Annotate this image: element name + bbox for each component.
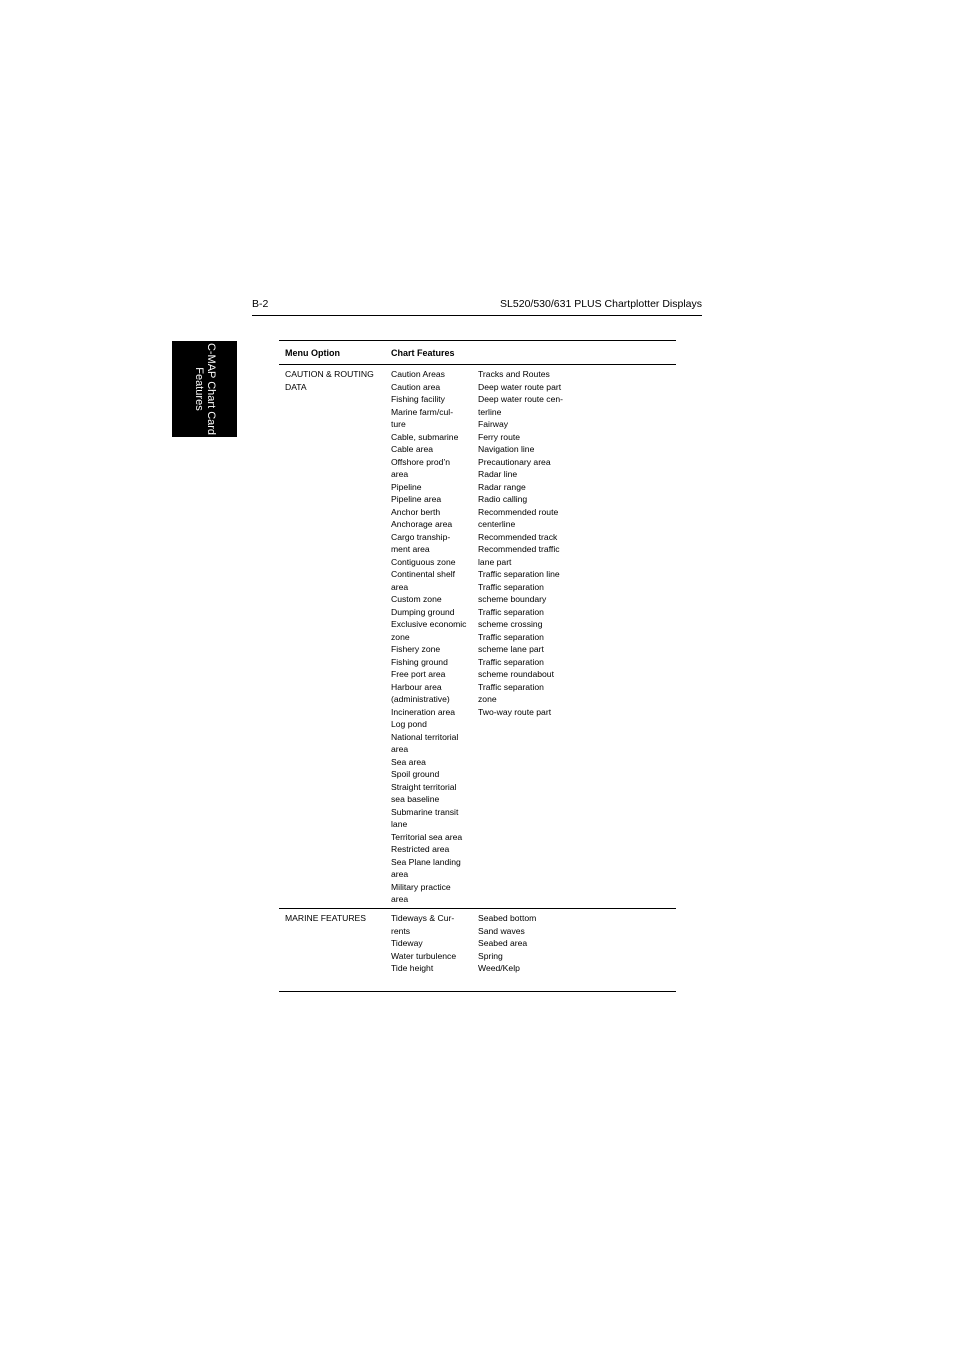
cell-line: Seabed area (478, 938, 528, 948)
cell-line: Custom zone (391, 594, 442, 604)
cell-line: zone (391, 631, 410, 642)
cell-line: Fishing ground (391, 656, 448, 667)
cell-line: Incineration area (391, 706, 456, 717)
cell-line: Fishing facility (391, 394, 445, 404)
cell-line: Pipeline area (391, 494, 442, 504)
cell-line: Tideway (391, 938, 423, 948)
cell-line: Cable, submarine (391, 431, 459, 442)
cell-line: Contiguous zone (391, 556, 456, 567)
cell-line: Log pond (391, 719, 427, 729)
cell-line: area (391, 581, 409, 592)
cell-line: Restricted area (391, 844, 450, 854)
cell-line: Recommended traffic (478, 544, 560, 554)
chart-features-table (279, 340, 676, 992)
page-header (252, 297, 702, 316)
cell-line: ture (391, 419, 406, 429)
cell-line: Sand waves (478, 925, 525, 936)
cell-line: lane (391, 819, 408, 829)
cell-line: MARINE FEATURES (285, 913, 367, 923)
cell-line: rents (391, 925, 411, 936)
cell-line: Ferry route (478, 431, 521, 442)
cell-line: Anchorage area (391, 519, 453, 529)
cell-line: Recommended route (478, 506, 559, 517)
cell-line: Deep water route part (478, 381, 562, 392)
cell-line: Two-way route part (478, 706, 552, 717)
cell-line: scheme boundary (478, 594, 547, 604)
features-cell-col2 (478, 912, 570, 975)
cell-line: centerline (478, 519, 516, 529)
cell-line: Exclusive economic (391, 619, 467, 629)
cell-line: Cable area (391, 444, 434, 454)
features-cell-col2 (478, 368, 570, 718)
cell-line: area (391, 469, 409, 479)
cell-line: Traffic separation (478, 681, 544, 692)
document-title: SL520/530/631 PLUS Chartplotter Displays (500, 298, 702, 310)
cell-line: Traffic separation (478, 581, 544, 592)
menu-option-cell (285, 368, 385, 393)
cell-line: Seabed bottom (478, 913, 537, 923)
cell-line: Cargo tranship- (391, 531, 451, 542)
cell-line: sea baseline (391, 794, 440, 804)
cell-line: Tide height (391, 963, 434, 973)
cell-line: Spring (478, 950, 503, 961)
cell-line: Traffic separation line (478, 569, 560, 579)
cell-line: area (391, 744, 409, 754)
cell-line: CAUTION & ROUTING (285, 369, 374, 379)
table-header-row (279, 341, 676, 365)
cell-line: Traffic separation (478, 631, 544, 642)
cell-line: area (391, 894, 409, 904)
cell-line: National territorial (391, 731, 459, 742)
cell-line: Pipeline (391, 481, 422, 492)
cell-line: Navigation line (478, 444, 535, 454)
cell-line: scheme crossing (478, 619, 543, 629)
cell-line: Radar range (478, 481, 526, 492)
cell-line: Caution Areas (391, 369, 445, 379)
header-chart-features: Chart Features (391, 348, 455, 358)
cell-line: Offshore prod’n (391, 456, 451, 467)
cell-line: terline (478, 406, 502, 417)
cell-line: ment area (391, 544, 430, 554)
page-number: B-2 (252, 298, 269, 310)
cell-line: Deep water route cen- (478, 394, 564, 404)
cell-line: lane part (478, 556, 512, 567)
cell-line: Continental shelf (391, 569, 456, 579)
menu-option-cell (285, 912, 385, 925)
features-cell-col1 (391, 368, 475, 906)
cell-line: Caution area (391, 381, 441, 392)
cell-line: area (391, 869, 409, 879)
cell-line: Weed/Kelp (478, 963, 520, 973)
cell-line: Radar line (478, 469, 518, 479)
cell-line: scheme roundabout (478, 669, 554, 679)
cell-line: Marine farm/cul- (391, 406, 454, 417)
cell-line: Tideways & Cur- (391, 913, 455, 923)
cell-line: Sea Plane landing (391, 856, 461, 867)
cell-line: Tracks and Routes (478, 369, 550, 379)
section-tab-label: C-MAP Chart Card Features (192, 342, 217, 436)
cell-line: DATA (285, 381, 307, 392)
header-menu-option: Menu Option (285, 348, 340, 358)
cell-line: zone (478, 694, 497, 704)
cell-line: (administrative) (391, 694, 450, 704)
cell-line: Harbour area (391, 681, 442, 692)
cell-line: Traffic separation (478, 656, 544, 667)
cell-line: Territorial sea area (391, 831, 463, 842)
cell-line: Traffic separation (478, 606, 544, 617)
section-side-tab (172, 341, 237, 437)
table-row (279, 365, 676, 909)
cell-line: Sea area (391, 756, 426, 767)
cell-line: Submarine transit (391, 806, 459, 817)
cell-line: Dumping ground (391, 606, 455, 617)
cell-line: Fishery zone (391, 644, 441, 654)
cell-line: Radio calling (478, 494, 528, 504)
cell-line: Free port area (391, 669, 446, 679)
cell-line: Fairway (478, 419, 509, 429)
cell-line: Water turbulence (391, 950, 457, 961)
cell-line: Straight territorial (391, 781, 457, 792)
cell-line: scheme lane part (478, 644, 544, 654)
cell-line: Military practice (391, 881, 451, 892)
cell-line: Precautionary area (478, 456, 551, 467)
features-cell-col1 (391, 912, 475, 975)
cell-line: Recommended track (478, 531, 558, 542)
table-row (279, 909, 676, 992)
cell-line: Spoil ground (391, 769, 440, 779)
cell-line: Anchor berth (391, 506, 441, 517)
